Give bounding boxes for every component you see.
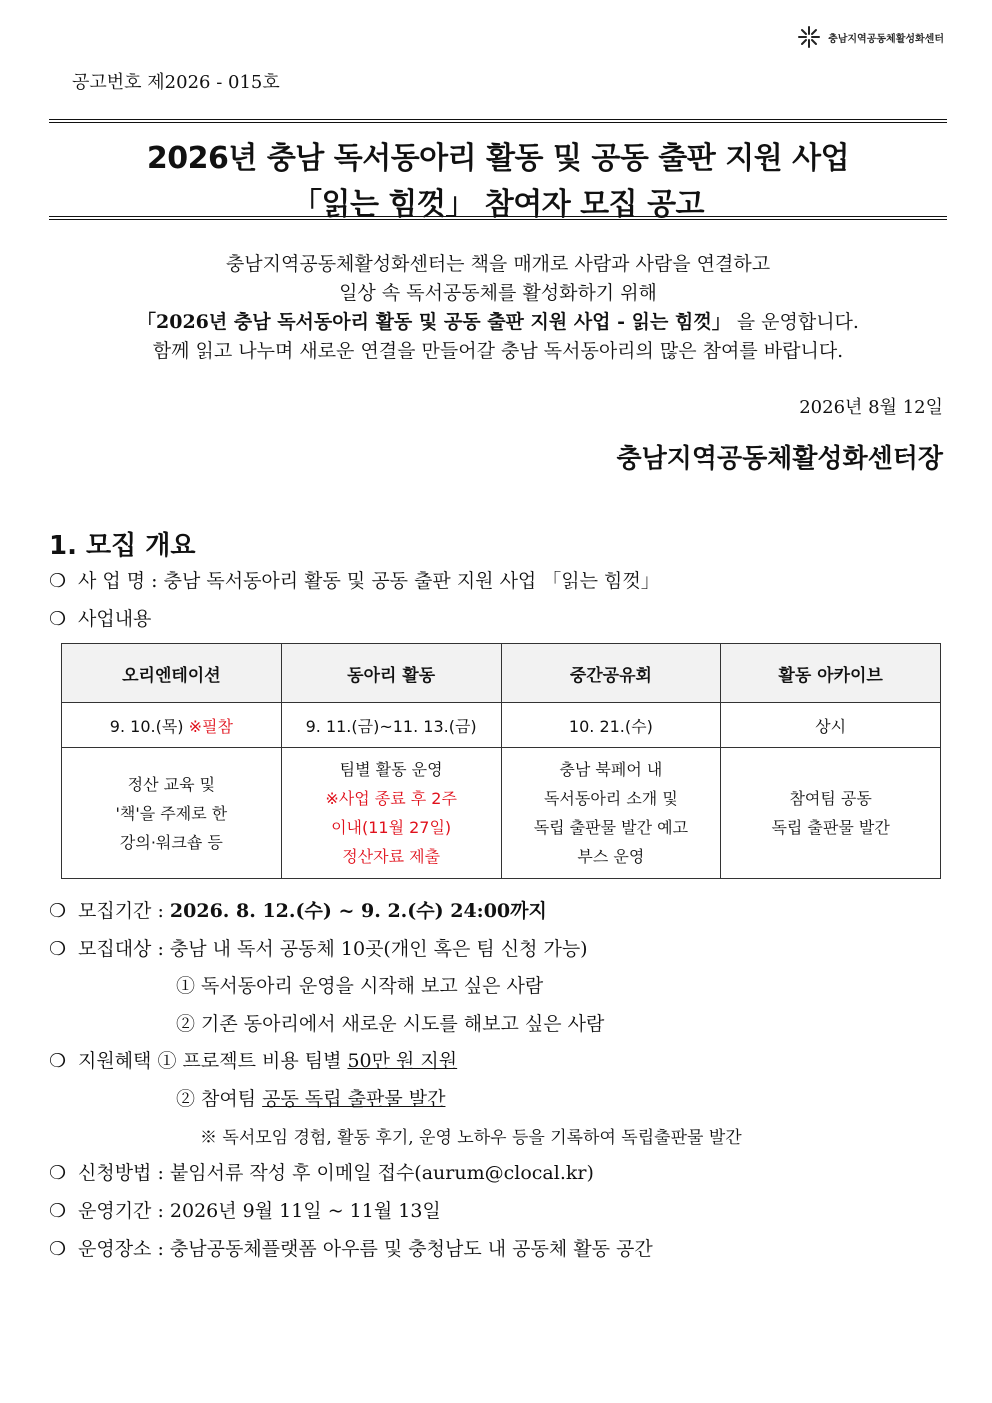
target-item-2: ② 기존 동아리에서 새로운 시도를 해보고 싶은 사람: [176, 1013, 605, 1035]
bullet-circle-icon: ❍: [49, 608, 67, 630]
operation-place-text: 운영장소 : 충남공동체플랫폼 아우름 및 충청남도 내 공동체 활동 공간: [78, 1238, 653, 1260]
org-logo-icon: [796, 24, 822, 50]
cell-line: 정산 교육 및: [127, 774, 216, 794]
bullet-circle-icon: ❍: [49, 900, 67, 922]
benefit-label: 지원혜택: [78, 1050, 152, 1072]
benefit-item-1: ① 프로젝트 비용 팀별: [157, 1050, 342, 1072]
orientation-date: 9. 10.(목): [109, 716, 184, 736]
cell-line: 독서동아리 소개 및: [543, 789, 678, 808]
archive-date-cell: 상시: [721, 703, 941, 748]
cell-line-red: ※사업 종료 후 2주: [325, 789, 457, 808]
intro-line-1: 충남지역공동체활성화센터는 책을 매개로 사람과 사람을 연결하고: [225, 253, 771, 275]
club-content-cell: [281, 748, 501, 879]
project-content-label: 사업내용: [78, 608, 152, 630]
bullet-circle-icon: ❍: [49, 938, 67, 960]
bullet-operation-place: [49, 1234, 653, 1261]
benefit-item-1-amount: 50만 원 지원: [347, 1050, 458, 1072]
target-value: 충남 내 독서 공동체 10곳(개인 혹은 팀 신청 가능): [169, 938, 588, 960]
orientation-content-cell: [62, 748, 282, 879]
bullet-benefit: [49, 1046, 457, 1073]
period-label: 모집기간 :: [78, 900, 164, 922]
intro-paragraph: [49, 250, 947, 366]
org-logo-text: 충남지역공동체활성화센터: [828, 33, 944, 45]
intro-project-title: 「2026년 충남 독서동아리 활동 및 공동 출판 지원 사업 - 읽는 힘껏」: [137, 311, 731, 333]
apply-method-text: 신청방법 : 붙임서류 작성 후 이메일 접수(aurum@clocal.kr): [78, 1162, 594, 1184]
bullet-apply-method: [49, 1158, 594, 1185]
bullet-circle-icon: ❍: [49, 1050, 67, 1072]
archive-content-cell: [721, 748, 941, 879]
bullet-circle-icon: ❍: [49, 1238, 67, 1260]
title-line-1: 2026년 충남 독서동아리 활동 및 공동 출판 지원 사업: [146, 141, 850, 176]
cell-line: 독립 출판물 발간: [771, 818, 890, 837]
table-header-cell: 중간공유회: [501, 644, 721, 703]
cell-line: 참여팀 공동: [789, 789, 872, 808]
period-value: 2026. 8. 12.(수) ~ 9. 2.(수) 24:00까지: [169, 900, 547, 922]
orientation-required-note: ※필참: [188, 716, 233, 736]
bullet-project-name: [49, 566, 660, 593]
intro-line-3: [49, 308, 947, 337]
sharing-content-cell: [501, 748, 721, 879]
cell-line-red: 이내(11월 27일): [331, 818, 452, 837]
table-content-row: [62, 748, 941, 879]
benefit-item-2: ② 참여팀: [176, 1088, 257, 1110]
benefit-item-2-row: [176, 1084, 445, 1111]
bullet-circle-icon: ❍: [49, 1200, 67, 1222]
bullet-target: [49, 934, 588, 961]
table-header-cell: 활동 아카이브: [721, 644, 941, 703]
orientation-date-cell: [62, 703, 282, 748]
table-header-row: [62, 644, 941, 703]
cell-line: 독립 출판물 발간 예고: [533, 818, 689, 837]
table-date-row: [62, 703, 941, 748]
benefit-note: ※ 독서모임 경험, 활동 후기, 운영 노하우 등을 기록하여 독립출판물 발간: [200, 1128, 742, 1148]
benefit-item-2-detail: 공동 독립 출판물 발간: [262, 1088, 446, 1110]
table-header-cell: 오리엔테이션: [62, 644, 282, 703]
bullet-circle-icon: ❍: [49, 1162, 67, 1184]
intro-line-4: 함께 읽고 나누며 새로운 연결을 만들어갈 충남 독서동아리의 많은 참여를 바랍니다.: [152, 340, 844, 362]
notice-date: 2026년 8월 12일: [799, 397, 943, 418]
cell-line: '책'을 주제로 한: [115, 803, 228, 823]
intro-line-2: 일상 속 독서공동체를 활성화하기 위해: [339, 282, 657, 304]
org-logo: [796, 24, 944, 50]
bullet-project-content: [49, 604, 151, 631]
cell-line: 강의·워크숍 등: [119, 832, 223, 852]
cell-line: 부스 운영: [577, 847, 645, 866]
bullet-operation-period: [49, 1196, 441, 1223]
cell-line: 팀별 활동 운영: [339, 760, 443, 779]
club-date-cell: 9. 11.(금)~11. 13.(금): [281, 703, 501, 748]
target-item-1: ① 독서동아리 운영을 시작해 보고 싶은 사람: [176, 975, 544, 997]
notice-number: 공고번호 제2026 - 015호: [72, 72, 280, 93]
table-header-cell: 동아리 활동: [281, 644, 501, 703]
target-label: 모집대상 :: [78, 938, 164, 960]
schedule-table: [61, 643, 941, 879]
title-line-2: 「읽는 힘껏」 참여자 모집 공고: [291, 187, 705, 222]
sharing-date-cell: 10. 21.(수): [501, 703, 721, 748]
project-name-text: 사 업 명 : 충남 독서동아리 활동 및 공동 출판 지원 사업 「읽는 힘껏」: [78, 570, 660, 592]
title-box: [49, 119, 947, 220]
cell-line: 충남 북페어 내: [559, 760, 663, 779]
section-title: 1. 모집 개요: [49, 531, 196, 561]
intro-line-3-rest: 을 운영합니다.: [736, 311, 859, 333]
bullet-period: [49, 896, 547, 923]
signer: 충남지역공동체활성화센터장: [616, 444, 943, 474]
operation-period-text: 운영기간 : 2026년 9월 11일 ~ 11월 13일: [78, 1200, 441, 1222]
cell-line-red: 정산자료 제출: [342, 847, 441, 866]
bullet-circle-icon: ❍: [49, 570, 67, 592]
